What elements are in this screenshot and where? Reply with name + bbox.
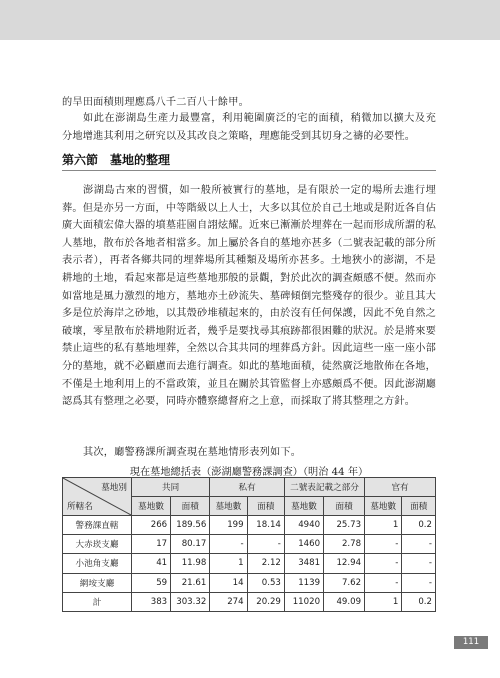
paragraph-cemetery-custom: 澎湖島古來的習慣，如一般所被實行的墓地，是有限於一定的場所去進行埋葬。但是亦另一方面，中等階級以上人士，大多以其位於自己土地或是附近各自佔廣大面積宏偉大器的墳墓莊園自詡炫耀。近來已漸漸於埋葬在一起而形成所謂的私人墓地，散布於各地者相當多。加上屬於各自的墓地亦甚多（二號表記載的部分所表示者），再者各鄉共同的埋葬場所其種類及場所亦甚多。土地狹小的澎湖，不是耕地的土地，看起來都是這些墓地那般的景觀，對於此次的調查頗感不便。然而亦如當地是風力激烈的地方，墓地亦土砂流失、墓碑傾倒完整殘存的很少。並且其大多是位於海岸之砂地，以其殼砂堆積起來的，由於沒有任何保護，因此不免自然之破壞，零星散布於耕地附近者，幾乎是要找尋其痕跡都很困難的狀況。於是將來要禁止這些的私有墓地埋葬，全然以合其共同的埋葬爲方針。因此這些一座一座小部分的墓地，就不必顧慮而去進行調查。如此的墓地面積，徒然廣泛地散佈在各地，不僅是土地利用上的不當政策，並且在關於其管監督上亦感頗爲不便。因此澎湖廳認爲其有整理之必要，同時亦體察總督府之上意，而採取了將其整理之方針。 [62, 185, 436, 408]
table-cell: - [402, 573, 436, 592]
subheader-cell: 面積 [324, 497, 365, 516]
corner-header-cell [63, 478, 132, 516]
table-cell: 1 [365, 516, 402, 535]
subheader-cell: 墓地數 [284, 497, 323, 516]
table-cell: 2.12 [247, 554, 284, 573]
table-cell: 7.62 [324, 573, 365, 592]
corner-label-category: 墓地別 [101, 483, 127, 493]
table-cell: 0.2 [402, 592, 436, 611]
table-cell: 1 [210, 554, 247, 573]
subheader-cell: 墓地數 [132, 497, 171, 516]
table-cell: 303.32 [171, 592, 210, 611]
table-cell: 4940 [284, 516, 323, 535]
table-cell: 21.61 [171, 573, 210, 592]
section-title: 第六節 墓地的整理 [62, 153, 171, 167]
table-cell: 189.56 [171, 516, 210, 535]
table-cell: 1460 [284, 535, 323, 554]
table-cell: 59 [132, 573, 171, 592]
row-name-cell: 警務課直轄 [63, 516, 132, 535]
table-cell: 3481 [284, 554, 323, 573]
table-cell: 1 [365, 592, 402, 611]
table-cell: 199 [210, 516, 247, 535]
table-cell: 17 [132, 535, 171, 554]
subheader-cell: 墓地數 [210, 497, 247, 516]
table-row-total [63, 592, 436, 611]
table-cell: 14 [210, 573, 247, 592]
table-cell: - [210, 535, 247, 554]
subheader-cell: 面積 [171, 497, 210, 516]
page-number: 111 [454, 636, 488, 649]
row-name-cell: 大赤崁支廳 [63, 535, 132, 554]
table-cell: 0.2 [402, 516, 436, 535]
subheader-cell: 墓地數 [365, 497, 402, 516]
cemetery-summary-table [62, 477, 436, 612]
table-cell: 25.73 [324, 516, 365, 535]
corner-label-jurisdiction: 所轄名 [67, 502, 93, 512]
subheader-cell: 面積 [247, 497, 284, 516]
table-cell: 1139 [284, 573, 323, 592]
table-cell: 383 [132, 592, 171, 611]
row-name-cell: 小池角支廳 [63, 554, 132, 573]
table-cell: 80.17 [171, 535, 210, 554]
table-cell: 49.09 [324, 592, 365, 611]
table-cell: 2.78 [324, 535, 365, 554]
table-cell: 41 [132, 554, 171, 573]
cemetery-summary-table-wrapper [62, 477, 436, 612]
table-cell: - [402, 535, 436, 554]
group-header-official: 官有 [365, 478, 436, 497]
group-header-common: 共同 [132, 478, 210, 497]
table-row [63, 516, 436, 535]
table-cell: 11020 [284, 592, 323, 611]
group-header-private: 私有 [210, 478, 285, 497]
table-cell: 274 [210, 592, 247, 611]
table-row [63, 573, 436, 592]
table-cell: - [365, 554, 402, 573]
group-header-table2: 二號表記載之部分 [284, 478, 364, 497]
table-cell: 266 [132, 516, 171, 535]
paragraph-residential-land: 如此在澎湖島生產力最豐富，利用範圍廣泛的宅的面積，稍微加以擴大及充分地增進其利用之研究以及其改良之策略，理應能受到其切身之禱的必要性。 [62, 113, 436, 142]
page-header-band [0, 0, 500, 40]
section-divider [62, 170, 436, 171]
table-cell: 11.98 [171, 554, 210, 573]
table-row [63, 554, 436, 573]
table-cell: 12.94 [324, 554, 365, 573]
table-cell: - [365, 573, 402, 592]
row-name-cell: 計 [63, 592, 132, 611]
table-cell: - [365, 535, 402, 554]
table-cell: 20.29 [247, 592, 284, 611]
table-cell: 18.14 [247, 516, 284, 535]
table-row [63, 535, 436, 554]
table-cell: 0.53 [247, 573, 284, 592]
row-name-cell: 網垵支廳 [63, 573, 132, 592]
table-title: 現在墓地總括表（澎湖廳警務課調查）（明治 44 年） [129, 467, 369, 478]
subheader-cell: 面積 [402, 497, 436, 516]
paragraph-continuation: 的旱田面積則理應爲八千二百八十餘甲。 [62, 97, 249, 108]
paragraph-table-intro: 其次，廳警務課所調查現在墓地情形表列如下。 [83, 447, 302, 458]
table-cell: - [402, 554, 436, 573]
table-cell: - [247, 535, 284, 554]
